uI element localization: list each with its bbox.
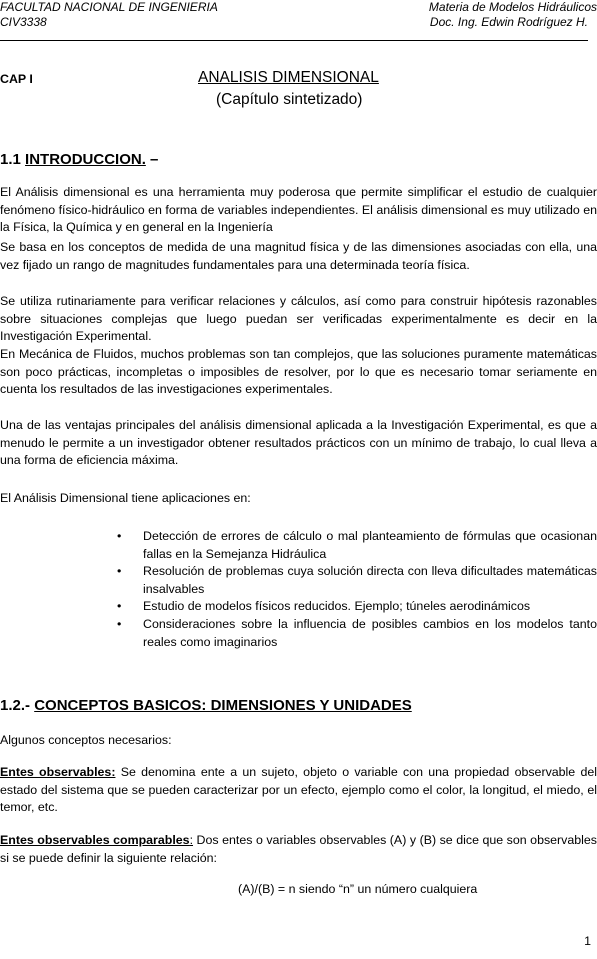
intro-paragraph-4: En Mecánica de Fluidos, muchos problemas son tan complejos, que las soluciones puramente matemáticas son poco prácticas, incompletas o imposibles de resolver, por lo que es necesario tomar seriamente en cuenta los resultados de las investigaciones experimentales. bbox=[0, 347, 597, 397]
list-item-text: Consideraciones sobre la influencia de posibles cambios en los modelos tanto reales como imaginarios bbox=[143, 616, 597, 649]
concepts-intro: Algunos conceptos necesarios: bbox=[0, 733, 172, 747]
page-number: 1 bbox=[584, 934, 591, 948]
subject-name: Materia de Modelos Hidráulicos bbox=[428, 0, 597, 14]
list-item-text: Estudio de modelos físicos reducidos. Ejemplo; túneles aerodinámicos bbox=[143, 599, 531, 614]
section-2-title: CONCEPTOS BASICOS: DIMENSIONES Y UNIDADES bbox=[34, 697, 412, 714]
applications-list bbox=[0, 528, 597, 651]
definition-term: Entes observables comparables bbox=[0, 833, 190, 847]
intro-paragraph-3: Se utiliza rutinariamente para verificar relaciones y cálculos, así como para construir hipótesis razonables sobre situaciones complejas que luego puedan ser verificadas experimentalmente es decir en la Investigación Experimental. bbox=[0, 294, 597, 344]
section-2-heading bbox=[0, 697, 412, 714]
section-2-number: 1.2.- bbox=[0, 697, 31, 714]
definition-text: Se denomina ente a un sujeto, objeto o variable con una propiedad observable del estado del sistema que se pueden caracterizar por un efecto, ejemplo como el color, la longitud, el miedo, el temor, etc. bbox=[0, 765, 597, 815]
section-1-number: 1.1 bbox=[0, 151, 21, 168]
chapter-title: ANALISIS DIMENSIONAL bbox=[198, 69, 379, 86]
chapter-label: CAP I bbox=[0, 72, 33, 86]
definition-text: Dos entes o variables observables (A) y (B) se dice que son observables si se puede definir la siguiente relación: bbox=[0, 833, 597, 865]
list-item bbox=[0, 563, 597, 598]
course-code: CIV3338 bbox=[0, 15, 47, 29]
formula-ratio: (A)/(B) = n siendo “n” un número cualquiera bbox=[238, 882, 478, 896]
definition-term: Entes observables: bbox=[0, 765, 116, 779]
applications-intro: El Análisis Dimensional tiene aplicaciones en: bbox=[0, 491, 251, 505]
list-item bbox=[0, 528, 597, 563]
bullet-icon: • bbox=[117, 616, 122, 631]
list-item bbox=[0, 616, 597, 651]
bullet-icon: • bbox=[117, 599, 122, 614]
bullet-icon: • bbox=[117, 564, 122, 579]
section-1-heading bbox=[0, 151, 158, 168]
intro-paragraph-1: El Análisis dimensional es una herramienta muy poderosa que permite simplificar el estudio de cualquier fenómeno físico-hidráulico en forma de variables independientes. El análisis dimensional es muy utilizado en la Física, la Química y en general en la Ingeniería bbox=[0, 185, 597, 235]
list-item-text: Detección de errores de cálculo o mal planteamiento de fórmulas que ocasionan fallas en la Semejanza Hidráulica bbox=[143, 529, 597, 561]
bullet-icon: • bbox=[117, 529, 122, 543]
section-1-title: INTRODUCCION. bbox=[25, 151, 146, 168]
chapter-subtitle: (Capítulo sintetizado) bbox=[216, 91, 363, 108]
intro-paragraph-2: Se basa en los conceptos de medida de una magnitud física y de las dimensiones asociadas con ella, una vez fijado un rango de magnitudes fundamentales para una determinada teoría física. bbox=[0, 240, 597, 272]
header-divider bbox=[0, 40, 588, 41]
definition-comparables bbox=[0, 832, 597, 867]
list-item-text: Resolución de problemas cuya solución directa con lleva dificultades matemáticas insalvables bbox=[143, 564, 597, 596]
professor-name: Doc. Ing. Edwin Rodríguez H. bbox=[429, 15, 588, 29]
intro-paragraph-5: Una de las ventajas principales del análisis dimensional aplicada a la Investigación Experimental, es que a menudo le permite a un investigador obtener resultados prácticos con un mínimo de trabajo, lo cual lleva a una forma de eficiencia máxima. bbox=[0, 418, 597, 468]
definition-colon: : bbox=[189, 833, 194, 847]
definition-observables bbox=[0, 764, 597, 817]
list-item bbox=[0, 598, 597, 616]
section-1-dash: – bbox=[145, 151, 159, 168]
faculty-name: FACULTAD NACIONAL DE INGENIERIA bbox=[0, 0, 218, 14]
